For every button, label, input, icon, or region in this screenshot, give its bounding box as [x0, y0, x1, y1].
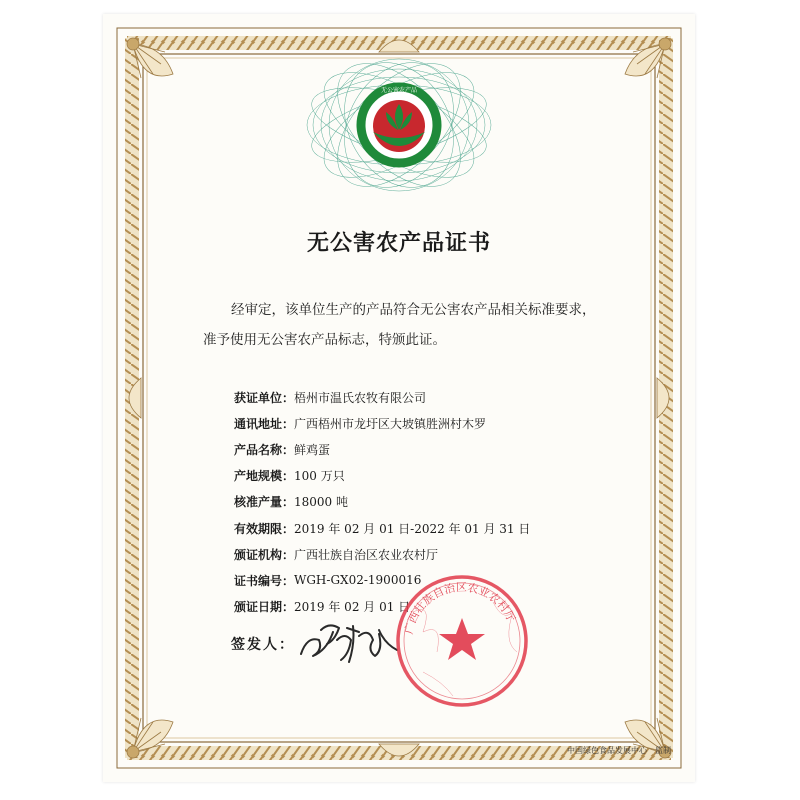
official-seal-stamp: [393, 572, 531, 710]
seal-text: 广西壮族自治区农业农村厅: [402, 580, 518, 636]
star-icon: [439, 618, 485, 660]
field-label: 获证单位：: [234, 390, 295, 405]
field-label: 通讯地址：: [234, 416, 295, 431]
field-value: 2019 年 02 月 01 日-2022 年 01 月 31 日: [294, 521, 531, 536]
field-value: 18000 吨: [294, 495, 349, 510]
statement-line-2: 准予使用无公害农产品标志，特颁此证。: [203, 332, 446, 348]
emblem-logo: [306, 46, 492, 204]
signature-image: [293, 610, 403, 670]
field-label: 核准产量：: [234, 495, 295, 510]
field-label: 颁证日期：: [234, 600, 295, 615]
field-label: 产地规模：: [234, 469, 295, 484]
field-label: 产品名称：: [234, 442, 295, 457]
field-row: [234, 463, 634, 489]
field-value: 广西壮族自治区农业农村厅: [294, 547, 439, 562]
certificate-title: 无公害农产品证书: [306, 231, 491, 256]
field-value: 广西梧州市龙圩区大坡镇胜洲村木罗: [294, 416, 487, 431]
field-value: 2019 年 02 月 01 日: [294, 600, 411, 615]
signer-label: 签发人：: [231, 637, 295, 653]
certificate-sheet: [103, 14, 695, 782]
footer-organization: 中国绿色食品发展中心 监制: [567, 746, 671, 755]
field-row: [234, 384, 634, 410]
field-value: 鲜鸡蛋: [294, 442, 331, 457]
field-row: [234, 410, 634, 436]
field-label: 证书编号：: [234, 573, 295, 588]
field-row: [234, 436, 634, 462]
statement-line-1: 经审定，该单位生产的产品符合无公害农产品相关标准要求，: [231, 302, 596, 318]
emblem-text: 无公害农产品: [380, 87, 418, 94]
guilloche-rosette-icon: [306, 46, 492, 204]
field-label: 颁证机构：: [234, 547, 295, 562]
field-row: [234, 541, 634, 567]
field-row: [234, 515, 634, 541]
field-value: 梧州市温氏农牧有限公司: [294, 390, 427, 405]
field-label: 有效期限：: [234, 521, 295, 536]
field-row: [234, 489, 634, 515]
field-value: 100 万只: [294, 469, 345, 484]
field-value: WGH-GX02-1900016: [294, 573, 422, 588]
